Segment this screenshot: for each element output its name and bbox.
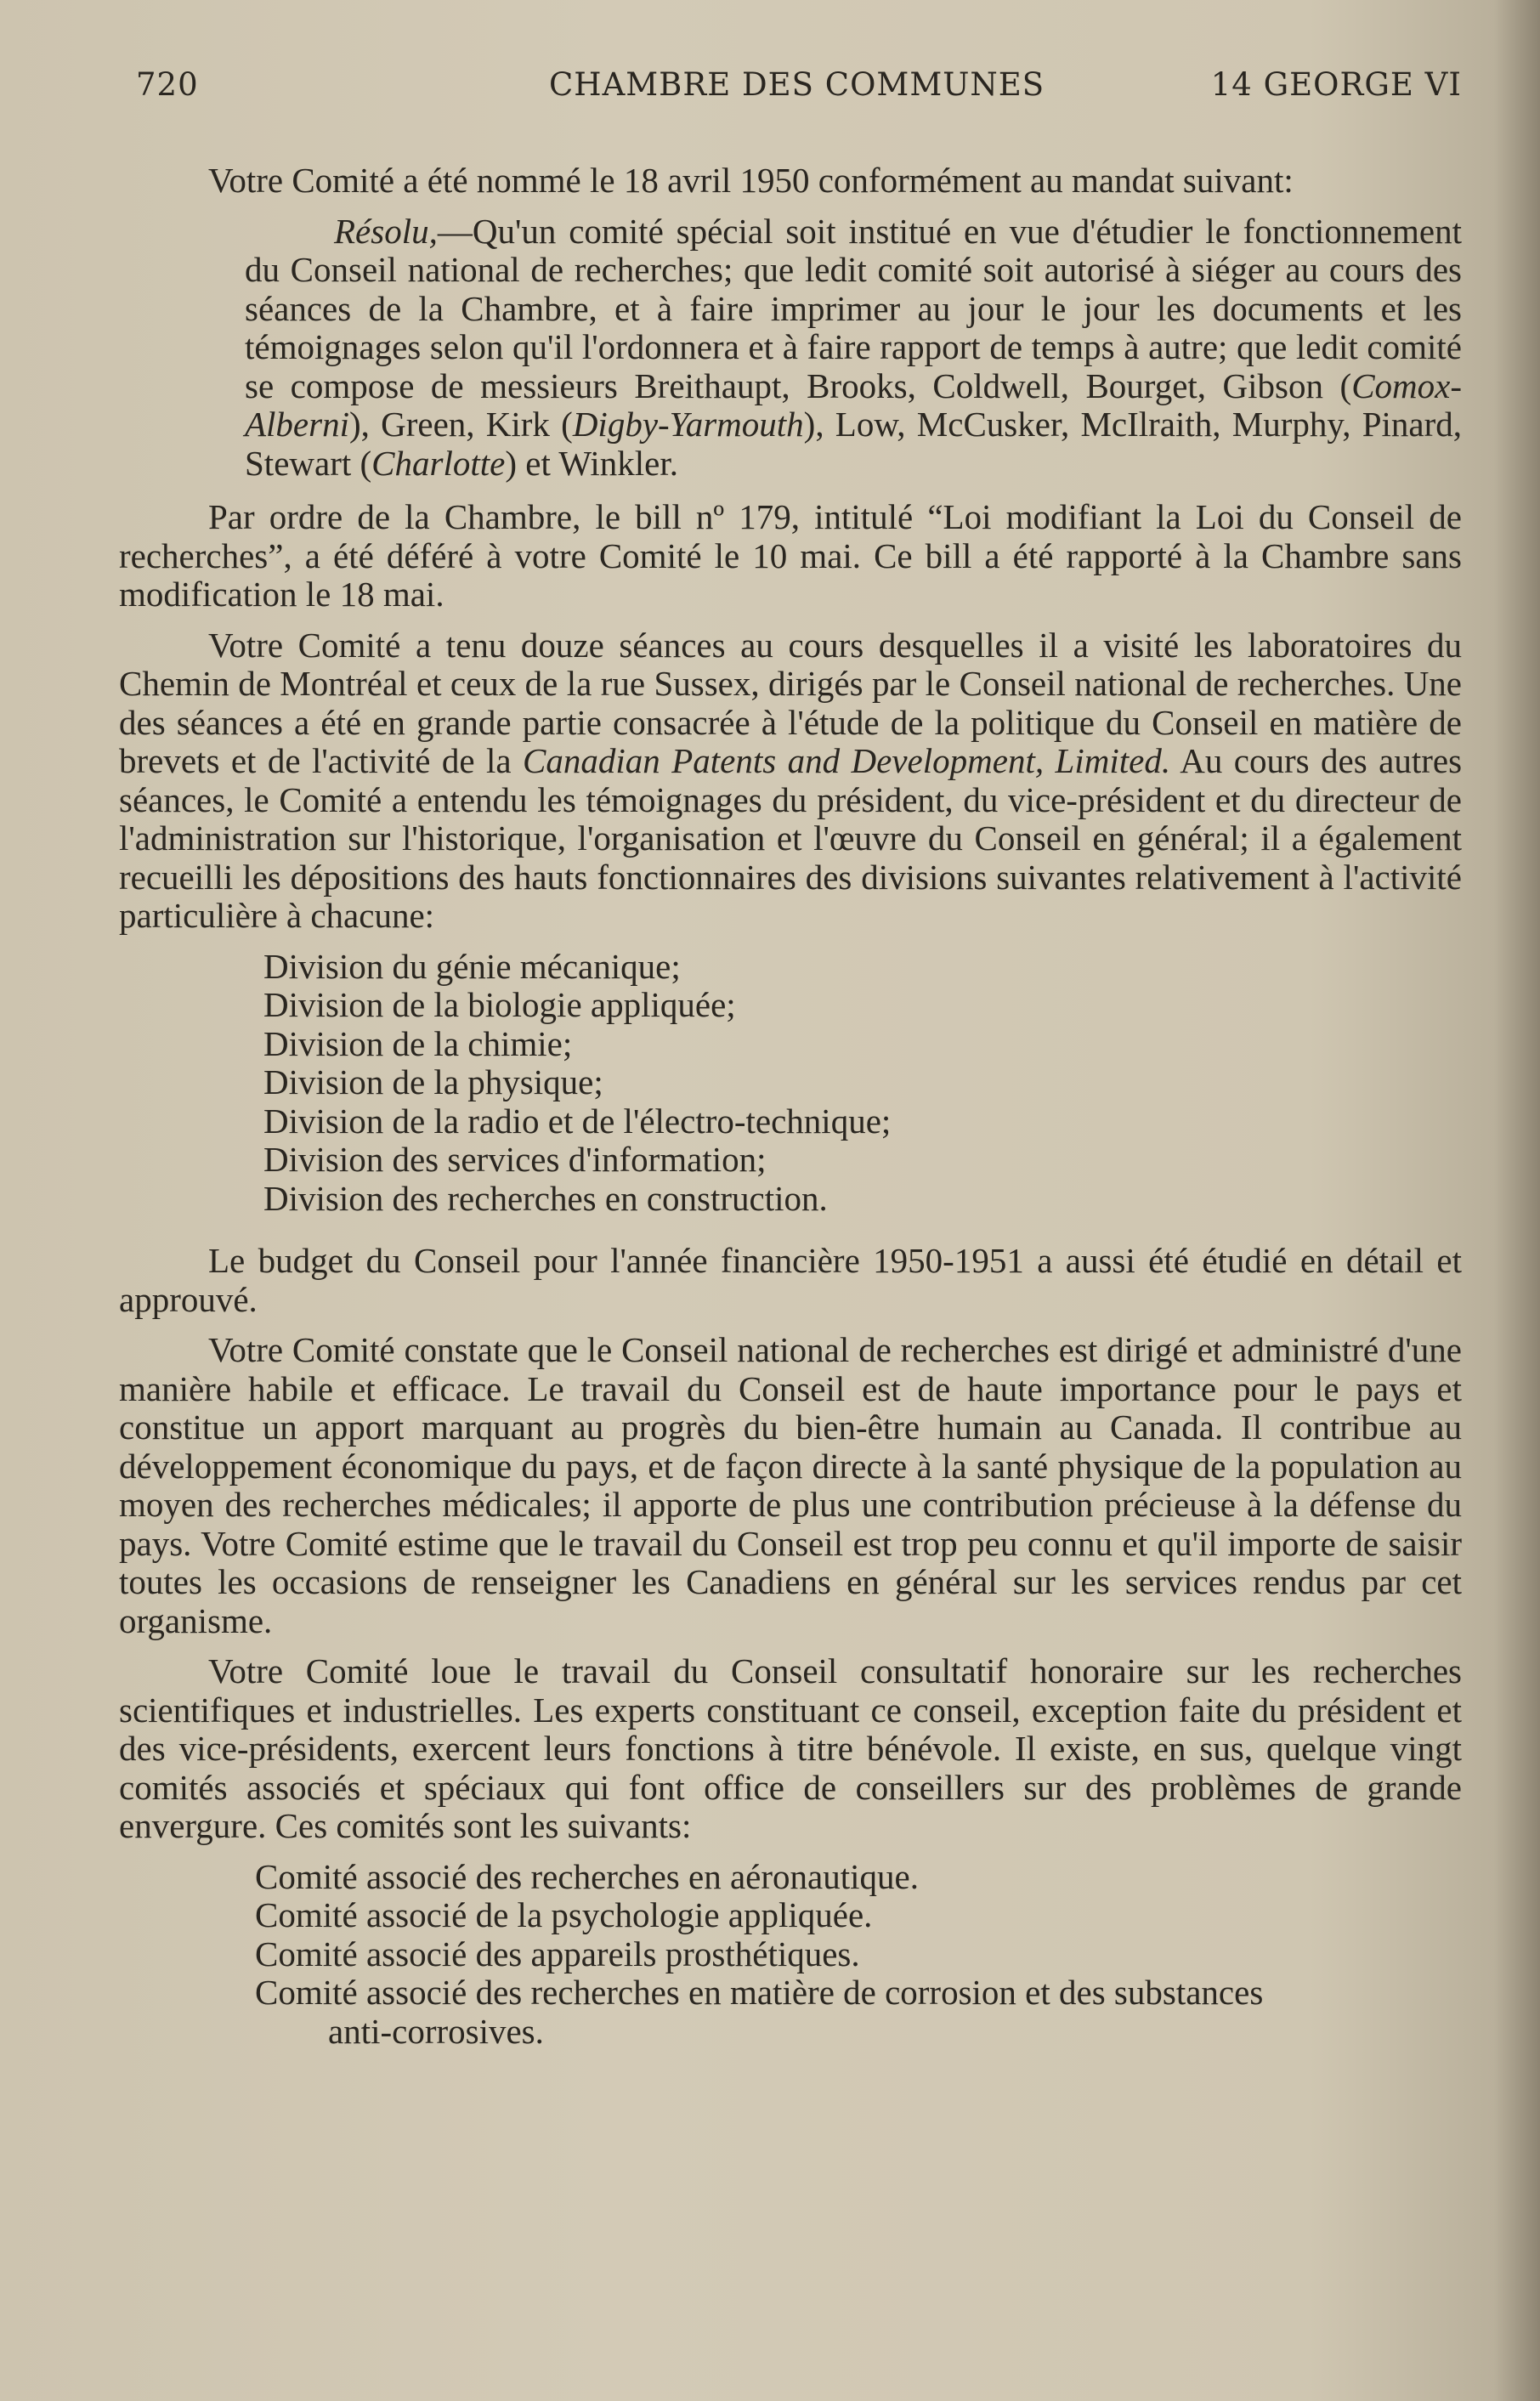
list-item: Division du génie mécanique;	[263, 946, 681, 986]
header-title: CHAMBRE DES COMMUNES	[549, 66, 1045, 103]
resolution-text-4: ) et Winkler.	[505, 443, 679, 483]
running-header	[136, 66, 1462, 126]
resolution-lead: Résolu,	[334, 211, 438, 251]
paragraph-mandate-intro: Votre Comité a été nommé le 18 avril 1950 conformément au mandat suivant:	[208, 161, 1294, 200]
paragraph-budget: Le budget du Conseil pour l'année financière 1950-1951 a aussi été étudié en détail et approuvé.	[119, 1241, 1462, 1319]
resolution-text-2: ), Green, Kirk (	[348, 405, 573, 444]
list-item: Division de la physique;	[263, 1062, 603, 1101]
paragraph-bill-179: Par ordre de la Chambre, le bill nº 179, intitulé “Loi modifiant la Loi du Conseil de recherches”, a été déféré à votre Comité le 10 mai. Ce bill a été rapporté à la Chambre sans modification le 18 mai.	[119, 497, 1462, 614]
riding-charlotte: Charlotte	[371, 443, 506, 483]
header-regnal-year: 14 GEORGE VI	[1210, 66, 1462, 103]
list-item: Division de la radio et de l'électro-technique;	[263, 1101, 892, 1141]
riding-digby-yarmouth: Digby-Yarmouth	[572, 405, 804, 444]
list-item: Comité associé des recherches en aéronautique.	[255, 1856, 919, 1896]
riding-comox-alberni: Comox-Alberni	[245, 365, 1462, 444]
list-item: Comité associé des appareils prosthétiques.	[255, 1934, 860, 1973]
list-item-continuation: anti-corrosives.	[328, 2011, 544, 2051]
sessions-text-2: Au cours des autres séances, le Comité a entendu les témoignages du président, du vice-président et du directeur de l'administration sur l'historique, l'organisation et l'œuvre du Conseil en général; il a également recueilli les dépositions des hauts fonctionnaires des divisions suivantes relativement à l'activité particulière à chacune:	[119, 741, 1463, 935]
list-item: Division des services d'information;	[263, 1140, 767, 1179]
list-item: Division de la biologie appliquée;	[263, 985, 736, 1024]
page-number: 720	[136, 66, 199, 103]
sessions-text-1: Votre Comité a tenu douze séances au cours desquelles il a visité les laboratoires du Chemin de Montréal et ceux de la rue Sussex, dirigés par le Conseil national de recherches. Une des séances a été en grande partie consacrée à l'étude de la politique du Conseil en matière de brevets et de l'activité de la	[119, 625, 1462, 780]
divisions-list	[119, 948, 1462, 1219]
resolution-text-1: —Qu'un comité spécial soit institué en vue d'étudier le fonctionnement du Conseil national de recherches; que ledit comité soit autorisé à siéger au cours des séances de la Chambre, et à faire imprimer au jour le jour les documents et les témoignages selon qu'il l'ordonnera et à faire rapport de temps à autre; que ledit comité se compose de messieurs Breithaupt, Brooks, Coldwell, Bourget, Gibson (	[245, 211, 1462, 405]
list-item: Division des recherches en construction.	[263, 1178, 828, 1218]
report-body	[119, 161, 1462, 2051]
paragraph-sessions	[119, 626, 1462, 936]
list-item: Division de la chimie;	[263, 1023, 573, 1063]
resolution-quote	[119, 212, 1462, 484]
list-item: Comité associé de la psychologie appliquée.	[255, 1895, 873, 1934]
paragraph-advisory-council: Votre Comité loue le travail du Conseil consultatif honoraire sur les recherches scientifiques et industrielles. Les experts constituant ce conseil, exception faite du président et des vice-présidents, exercent leurs fonctions à titre bénévole. Il existe, en sus, quelque vingt comités associés et spéciaux qui font office de conseillers sur des problèmes de grande envergure. Ces comités sont les suivants:	[119, 1651, 1462, 1845]
paragraph-assessment: Votre Comité constate que le Conseil national de recherches est dirigé et administré d'une manière habile et efficace. Le travail du Conseil est de haute importance pour le pays et constitue un apport marquant au progrès du bien-être humain au Canada. Il contribue au développement économique du pays, et de façon directe à la santé physique de la population au moyen des recherches médicales; il apporte de plus une contribution précieuse à la défense du pays. Votre Comité estime que le travail du Conseil est trop peu connu et qu'il importe de saisir toutes les occasions de renseigner les Canadiens en général sur les services rendus par cet organisme.	[119, 1330, 1462, 1640]
list-item: Comité associé des recherches en matière de corrosion et des substances	[255, 1973, 1264, 2012]
committees-list	[119, 1858, 1462, 2052]
resolution-text-3: ), Low, McCusker, McIlraith, Murphy, Pinard, Stewart (	[245, 405, 1462, 483]
company-name: Canadian Patents and Development, Limited.	[523, 741, 1171, 780]
